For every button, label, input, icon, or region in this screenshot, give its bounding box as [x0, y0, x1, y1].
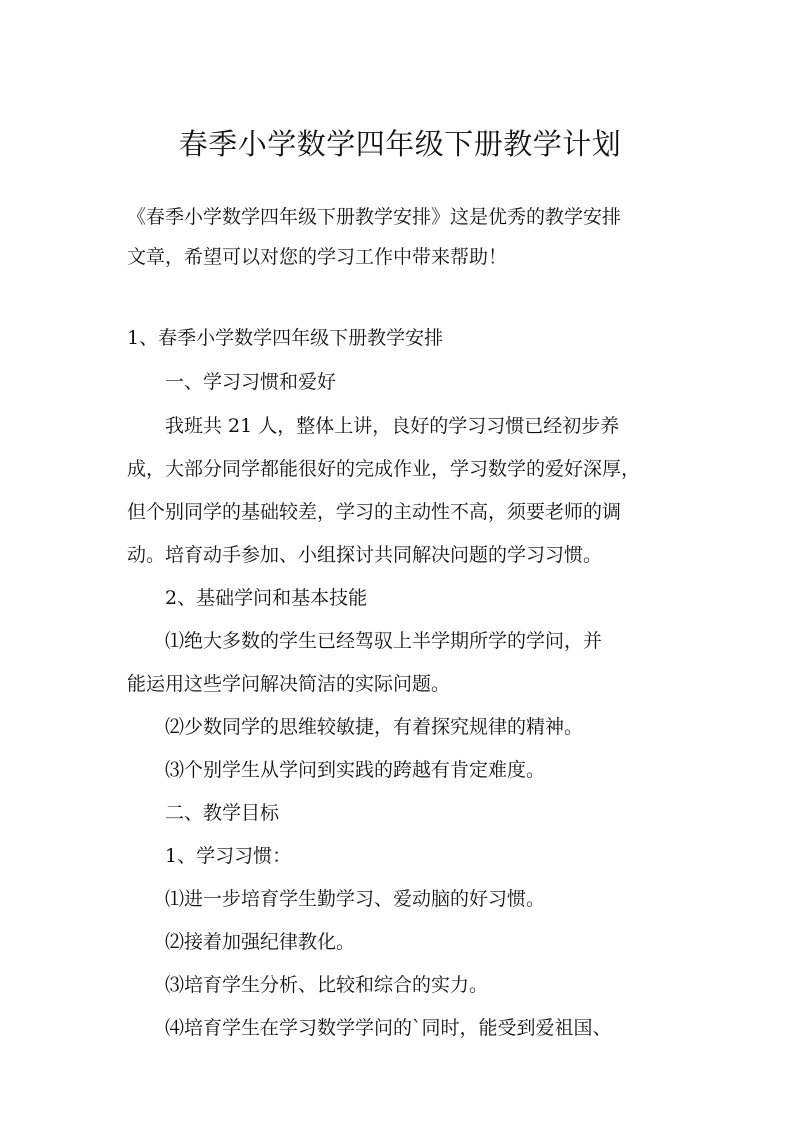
- intro-paragraph: [127, 197, 687, 277]
- paragraph-line: 成，大部分同学都能很好的完成作业，学习数学的爱好深厚，: [127, 458, 641, 480]
- list-item: ⑵少数同学的思维较敏捷，有着探究规律的精神。: [165, 716, 584, 738]
- subheading-basic-knowledge: 2、基础学问和基本技能: [165, 587, 368, 609]
- list-item: ⑴绝大多数的学生已经驾驭上半学期所学的学问，并: [165, 630, 603, 652]
- document-title: 春季小学数学四年级下册教学计划: [178, 127, 622, 161]
- list-item: ⑴进一步培育学生勤学习、爱动脑的好习惯。: [165, 888, 546, 910]
- list-item: ⑵接着加强纪律教化。: [165, 931, 356, 953]
- paragraph-line: 动。培育动手参加、小组探讨共同解决问题的学习习惯。: [127, 544, 603, 566]
- intro-line: 文章，希望可以对您的学习工作中带来帮助！: [127, 246, 508, 268]
- paragraph-line: 我班共 21 人，整体上讲，良好的学习习惯已经初步养: [165, 415, 620, 437]
- list-item-continuation: 能运用这些学问解决简洁的实际问题。: [127, 673, 451, 695]
- subheading-learning-habits: 1、学习习惯：: [165, 845, 292, 867]
- list-item: ⑷培育学生在学习数学学问的`同时，能受到爱祖国、: [165, 1017, 612, 1039]
- section-heading: 1、春季小学数学四年级下册教学安排: [127, 327, 444, 349]
- subheading-teaching-goals: 二、教学目标: [165, 802, 280, 824]
- list-item: ⑶培育学生分析、比较和综合的实力。: [165, 974, 489, 996]
- subheading-study-habits: 一、学习习惯和爱好: [165, 371, 337, 393]
- paragraph-line: 但个别同学的基础较差，学习的主动性不高，须要老师的调: [127, 501, 622, 523]
- list-item: ⑶个别学生从学问到实践的跨越有肯定难度。: [165, 759, 546, 781]
- intro-line: 《春季小学数学四年级下册教学安排》这是优秀的教学安排: [127, 206, 622, 228]
